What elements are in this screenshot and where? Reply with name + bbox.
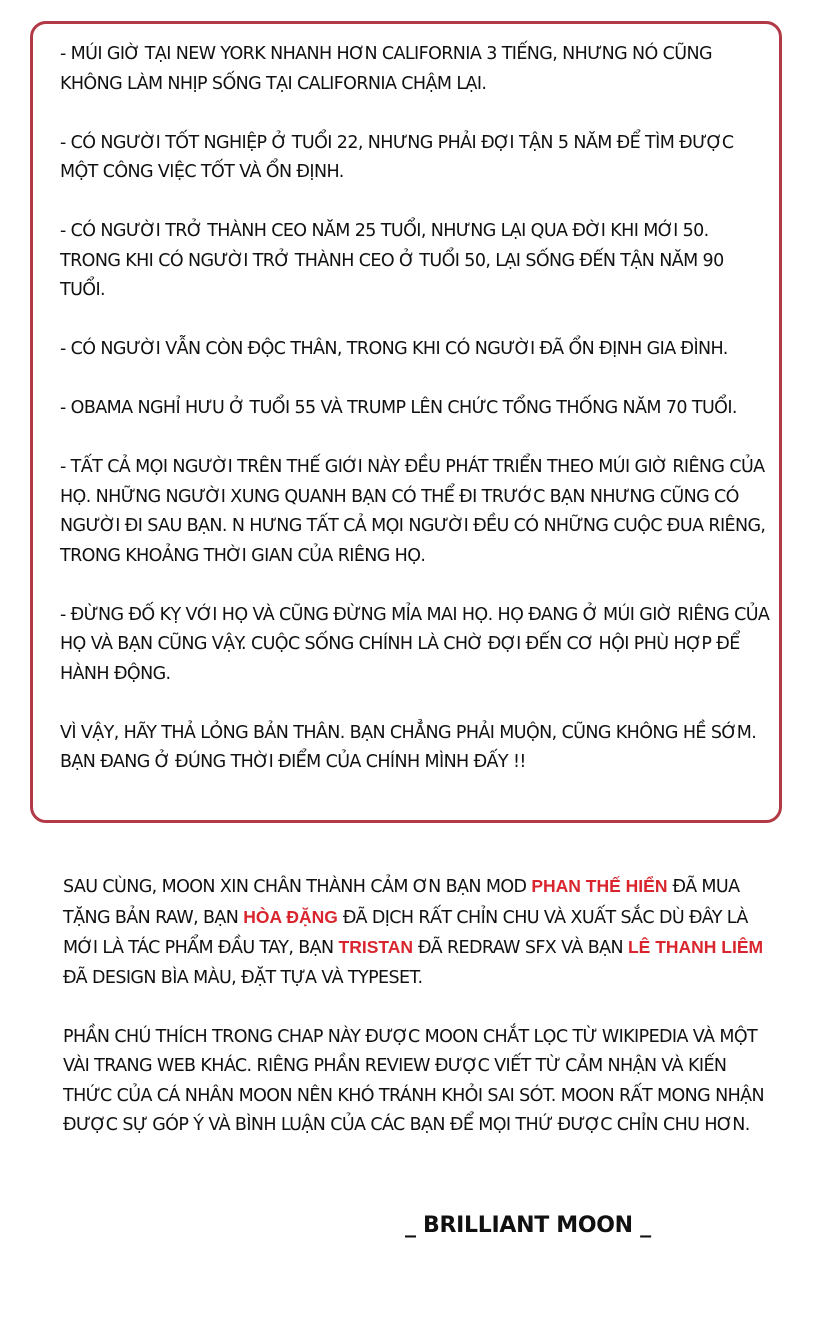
paragraph-obama-trump: - OBAMA NGHỈ HƯU Ở TUỔI 55 VÀ TRUMP LÊN CHỨC TỔNG THỐNG NĂM 70 TUỔI.	[60, 398, 737, 418]
credits-paragraph	[63, 872, 775, 993]
acknowledgements	[63, 872, 775, 1170]
paragraph-timezone: - MÚI GIỜ TẠI NEW YORK NHANH HƠN CALIFORNIA 3 TIẾNG, NHƯNG NÓ CŨNG KHÔNG LÀM NHỊP SỐNG TẠI CALIFORNIA CHẬM LẠI.	[60, 44, 712, 94]
credit-name-redrawer: TRISTAN	[338, 937, 414, 957]
credits-text: ĐÃ MUA TẶNG BẢN RAW, BẠN	[63, 877, 740, 928]
paragraph-single: - CÓ NGƯỜI VẪN CÒN ĐỘC THÂN, TRONG KHI CÓ NGƯỜI ĐÃ ỔN ĐỊNH GIA ĐÌNH.	[60, 339, 728, 359]
signature: _ BRILLIANT MOON _	[405, 1213, 651, 1238]
credits-text: SAU CÙNG, MOON XIN CHÂN THÀNH CẢM ƠN BẠN MOD	[63, 877, 532, 897]
paragraph-dont-envy: - ĐỪNG ĐỐ KỴ VỚI HỌ VÀ CŨNG ĐỪNG MỈA MAI HỌ. HỌ ĐANG Ở MÚI GIỜ RIÊNG CỦA HỌ VÀ BẠN CŨNG VẬY. CUỘC SỐNG CHÍNH LÀ CHỜ ĐỢI ĐẾN CƠ HỘI PHÙ HỢP ĐỂ HÀNH ĐỘNG.	[60, 604, 770, 684]
credit-name-mod: PHAN THẾ HIỂN	[531, 876, 668, 896]
credits-text: ĐÃ DESIGN BÌA MÀU, ĐẶT TỰA VÀ TYPESET.	[63, 967, 423, 988]
paragraph-conclusion: VÌ VẬY, HÃY THẢ LỎNG BẢN THÂN. BẠN CHẲNG PHẢI MUỘN, CŨNG KHÔNG HỀ SỚM. BẠN ĐANG Ở ĐÚNG THỜI ĐIỂM CỦA CHÍNH MÌNH ĐẤY !!	[60, 722, 757, 772]
paragraph-graduation: - CÓ NGƯỜI TỐT NGHIỆP Ở TUỔI 22, NHƯNG PHẢI ĐỢI TẬN 5 NĂM ĐỂ TÌM ĐƯỢC MỘT CÔNG VIỆC TỐT VÀ ỔN ĐỊNH.	[60, 132, 734, 182]
paragraph-own-timezone: - TẤT CẢ MỌI NGƯỜI TRÊN THẾ GIỚI NÀY ĐỀU PHÁT TRIỂN THEO MÚI GIỜ RIÊNG CỦA HỌ. NHỮNG NGƯỜI XUNG QUANH BẠN CÓ THỂ ĐI TRƯỚC BẠN NHƯNG CŨNG CÓ NGƯỜI ĐI SAU BẠN. N HƯNG TẤT CẢ MỌI NGƯỜI ĐỀU CÓ NHỮNG CUỘC ĐUA RIÊNG, TRONG KHOẢNG THỜI GIAN CỦA RIÊNG HỌ.	[60, 457, 766, 566]
notes-paragraph: PHẦN CHÚ THÍCH TRONG CHAP NÀY ĐƯỢC MOON CHẮT LỌC TỪ WIKIPEDIA VÀ MỘT VÀI TRANG WEB KHÁC. RIÊNG PHẦN REVIEW ĐƯỢC VIẾT TỪ CẢM NHẬN VÀ KIẾN THỨC CỦA CÁ NHÂN MOON NÊN KHÓ TRÁNH KHỎI SAI SÓT. MOON RẤT MONG NHẬN ĐƯỢC SỰ GÓP Ý VÀ BÌNH LUẬN CỦA CÁC BẠN ĐỂ MỌI THỨ ĐƯỢC CHỈN CHU HƠN.	[63, 1026, 765, 1135]
quote-text	[60, 40, 772, 807]
credits-text: ĐÃ REDRAW SFX VÀ BẠN	[413, 938, 628, 958]
paragraph-ceo: - CÓ NGƯỜI TRỞ THÀNH CEO NĂM 25 TUỔI, NHƯNG LẠI QUA ĐỜI KHI MỚI 50. TRONG KHI CÓ NGƯỜI TRỞ THÀNH CEO Ở TUỔI 50, LẠI SỐNG ĐẾN TẬN NĂM 90 TUỔI.	[60, 221, 724, 300]
credit-name-designer: LÊ THANH LIÊM	[627, 937, 764, 957]
credit-name-translator: HÒA ĐẶNG	[243, 906, 338, 927]
credits-text: ĐÃ DỊCH RẤT CHỈN CHU VÀ XUẤT SẮC DÙ ĐÂY LÀ MỚI LÀ TÁC PHẨM ĐẦU TAY, BẠN	[63, 907, 748, 958]
